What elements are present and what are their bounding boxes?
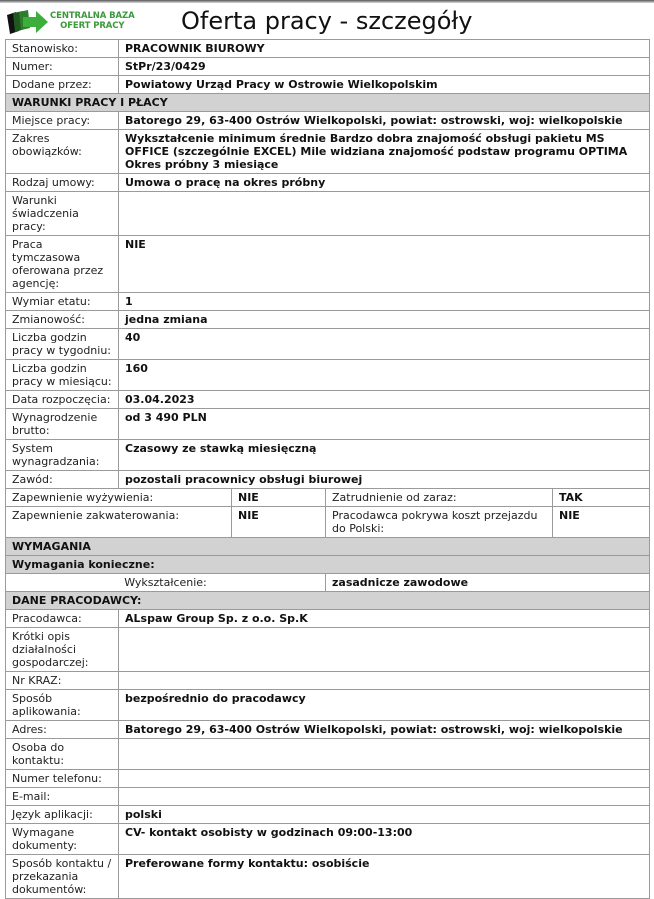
value-pay-system: Czasowy ze stawką miesięczną [119,440,650,471]
row-address [6,721,650,739]
label-start-date: Data rozpoczęcia: [6,391,119,409]
row-salary [6,409,650,440]
row-temp-agency [6,236,650,293]
label-position: Stanowisko: [6,40,119,58]
row-hours-week [6,329,650,360]
logo[interactable] [6,9,156,37]
row-flags-1 [6,489,650,507]
subsection-required [6,556,650,574]
value-position: PRACOWNIK BIUROWY [119,40,650,58]
label-hours-month: Liczba godzin pracy w miesiącu: [6,360,119,391]
value-shifts: jedna zmiana [119,311,650,329]
row-application-language [6,806,650,824]
value-hours-week: 40 [119,329,650,360]
label-work-conditions: Warunki świadczenia pracy: [6,192,119,236]
row-start-date [6,391,650,409]
value-number: StPr/23/0429 [119,58,650,76]
row-contact-method [6,855,650,899]
logo-line-1: CENTRALNA BAZA [50,11,135,21]
label-contract-type: Rodzaj umowy: [6,174,119,192]
label-email: E-mail: [6,788,119,806]
value-start-date: 03.04.2023 [119,391,650,409]
value-contact-person [119,739,650,770]
row-apply-method [6,690,650,721]
label-application-language: Język aplikacji: [6,806,119,824]
row-contact-person [6,739,650,770]
cards-arrow-icon [6,9,50,37]
value-contact-method: Preferowane formy kontaktu: osobiście [119,855,650,899]
value-contract-type: Umowa o pracę na okres próbny [119,174,650,192]
value-email [119,788,650,806]
section-title-employer: DANE PRACODAWCY: [6,592,650,610]
row-added-by [6,76,650,94]
page-header [0,3,654,39]
label-contact-method: Sposób kontaktu / przekazania dokumentów: [6,855,119,899]
label-phone: Numer telefonu: [6,770,119,788]
value-required-documents: CV- kontakt osobisty w godzinach 09:00-13:00 [119,824,650,855]
value-added-by: Powiatowy Urząd Pracy w Ostrowie Wielkopolskim [119,76,650,94]
row-occupation [6,471,650,489]
row-phone [6,770,650,788]
row-required-documents [6,824,650,855]
label-duties: Zakres obowiązków: [6,130,119,174]
value-work-conditions [119,192,650,236]
section-conditions [6,94,650,112]
section-requirements [6,538,650,556]
row-position [6,40,650,58]
label-address: Adres: [6,721,119,739]
row-education [6,574,650,592]
value-workplace: Batorego 29, 63-400 Ostrów Wielkopolski, powiat: ostrowski, woj: wielkopolskie [119,112,650,130]
row-shifts [6,311,650,329]
label-travel-cost: Pracodawca pokrywa koszt przejazdu do Polski: [326,507,553,538]
value-temp-agency: NIE [119,236,650,293]
row-workplace [6,112,650,130]
label-fte: Wymiar etatu: [6,293,119,311]
label-temp-agency: Praca tymczasowa oferowana przez agencję: [6,236,119,293]
row-duties [6,130,650,174]
row-pay-system [6,440,650,471]
value-application-language: polski [119,806,650,824]
label-immediate-hire: Zatrudnienie od zaraz: [326,489,553,507]
label-number: Numer: [6,58,119,76]
label-workplace: Miejsce pracy: [6,112,119,130]
label-pay-system: System wynagradzania: [6,440,119,471]
section-employer [6,592,650,610]
value-phone [119,770,650,788]
label-occupation: Zawód: [6,471,119,489]
value-employer: ALspaw Group Sp. z o.o. Sp.K [119,610,650,628]
page-title: Oferta pracy - szczegóły [181,7,473,35]
value-fte: 1 [119,293,650,311]
label-salary: Wynagrodzenie brutto: [6,409,119,440]
row-hours-month [6,360,650,391]
label-meals: Zapewnienie wyżywienia: [6,489,232,507]
row-work-conditions [6,192,650,236]
row-business-desc [6,628,650,672]
row-email [6,788,650,806]
value-business-desc [119,628,650,672]
label-required-documents: Wymagane dokumenty: [6,824,119,855]
value-address: Batorego 29, 63-400 Ostrów Wielkopolski, powiat: ostrowski, woj: wielkopolskie [119,721,650,739]
value-kraz [119,672,650,690]
value-accommodation: NIE [232,507,326,538]
value-immediate-hire: TAK [553,489,650,507]
row-employer [6,610,650,628]
value-salary: od 3 490 PLN [119,409,650,440]
value-hours-month: 160 [119,360,650,391]
label-apply-method: Sposób aplikowania: [6,690,119,721]
section-title-conditions: WARUNKI PRACY I PŁACY [6,94,650,112]
row-fte [6,293,650,311]
row-kraz [6,672,650,690]
value-travel-cost: NIE [553,507,650,538]
value-education: zasadnicze zawodowe [326,574,650,592]
label-contact-person: Osoba do kontaktu: [6,739,119,770]
offer-details-table [5,39,650,899]
row-number [6,58,650,76]
label-kraz: Nr KRAZ: [6,672,119,690]
value-meals: NIE [232,489,326,507]
subsection-title-required: Wymagania konieczne: [6,556,650,574]
label-education: Wykształcenie: [6,574,326,592]
logo-line-2: OFERT PRACY [60,21,125,31]
label-employer: Pracodawca: [6,610,119,628]
label-added-by: Dodane przez: [6,76,119,94]
value-apply-method: bezpośrednio do pracodawcy [119,690,650,721]
logo-text [50,11,135,31]
row-contract-type [6,174,650,192]
row-flags-2 [6,507,650,538]
label-accommodation: Zapewnienie zakwaterowania: [6,507,232,538]
label-business-desc: Krótki opis działalności gospodarczej: [6,628,119,672]
value-duties: Wykształcenie minimum średnie Bardzo dobra znajomość obsługi pakietu MS OFFICE (szczególnie EXCEL) Mile widziana znajomość podstaw programu OPTIMA Okres próbny 3 miesiące [119,130,650,174]
label-shifts: Zmianowość: [6,311,119,329]
section-title-requirements: WYMAGANIA [6,538,650,556]
value-occupation: pozostali pracownicy obsługi biurowej [119,471,650,489]
label-hours-week: Liczba godzin pracy w tygodniu: [6,329,119,360]
